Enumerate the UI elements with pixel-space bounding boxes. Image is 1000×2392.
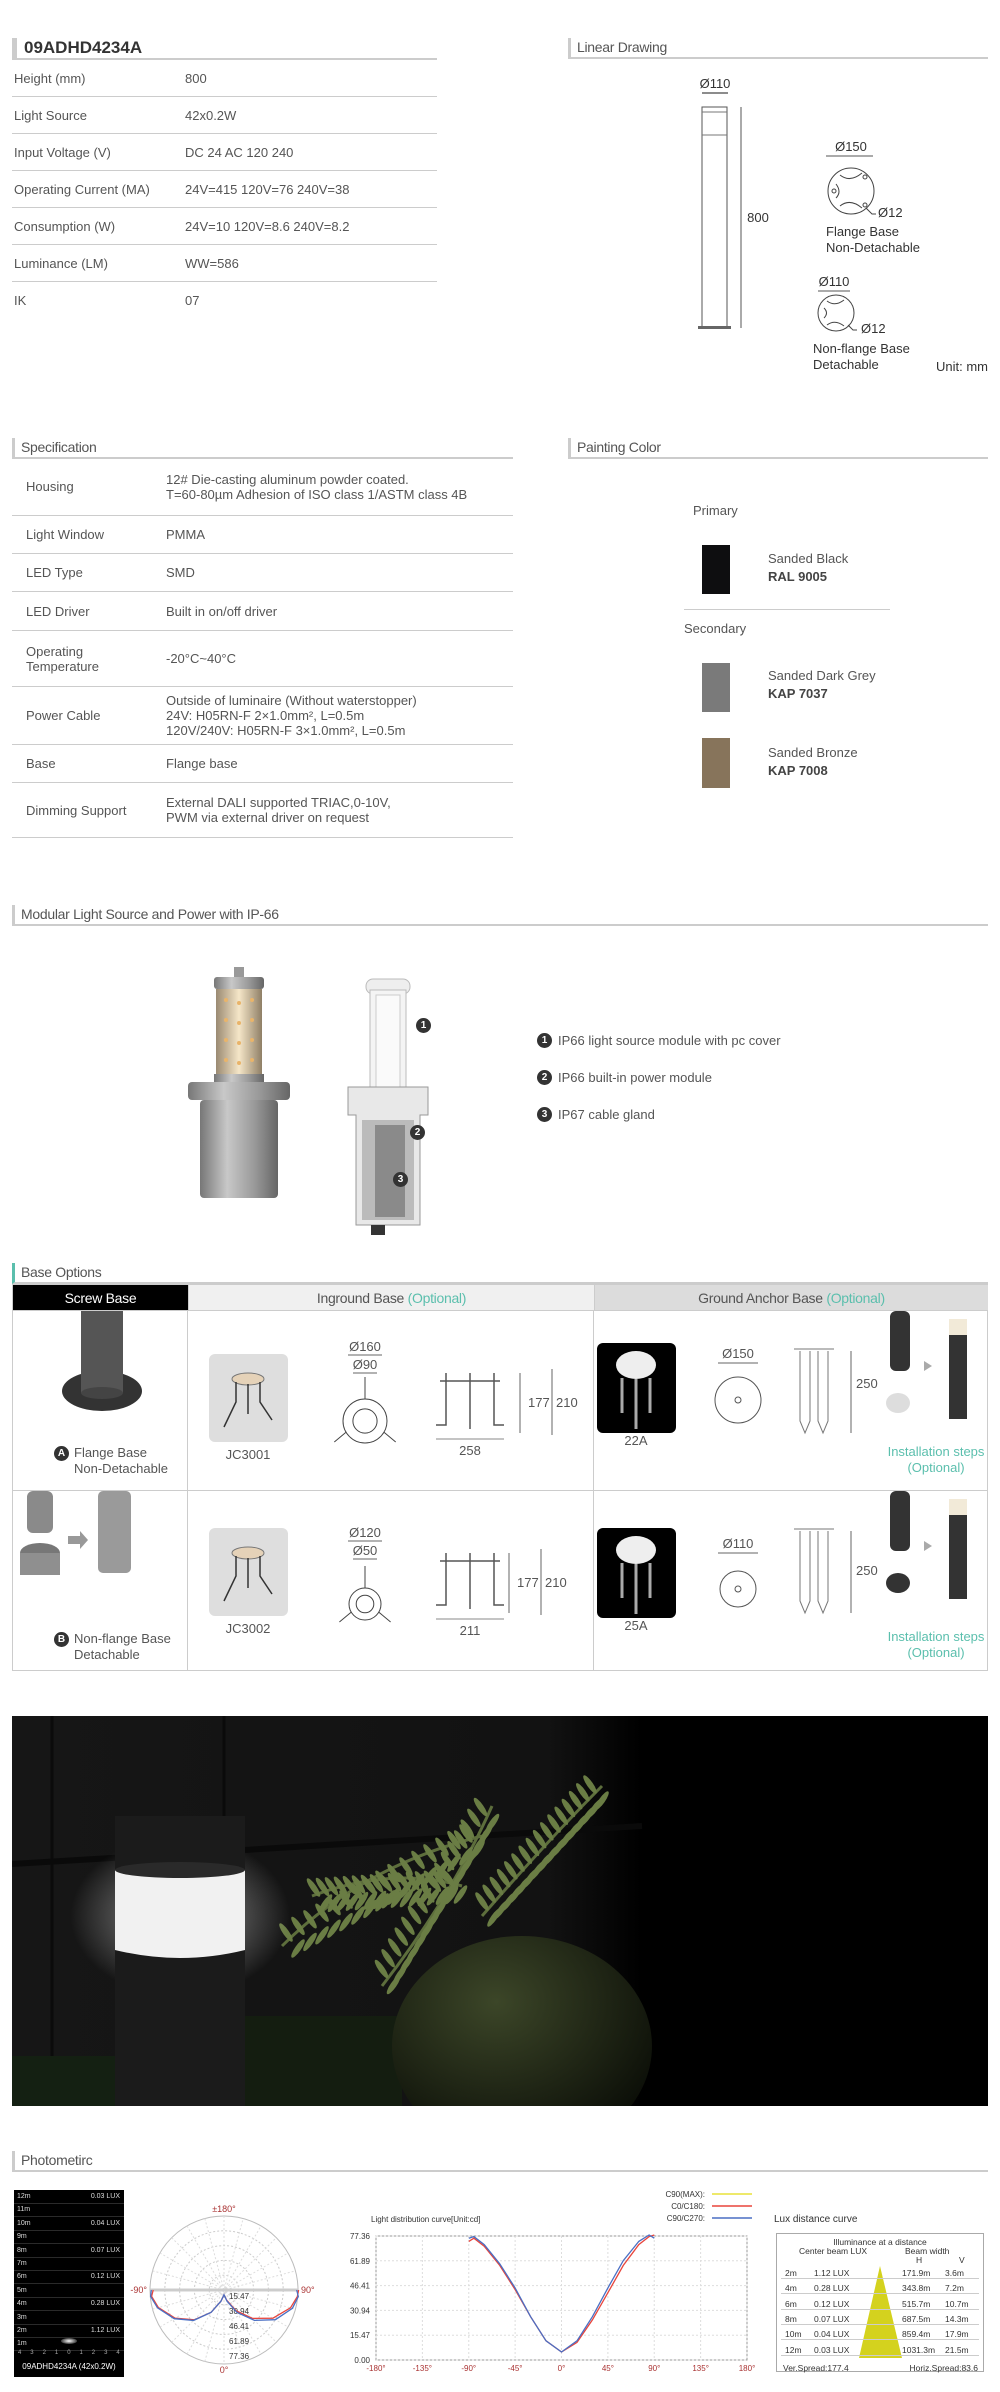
specification-label: Base [26,756,56,771]
specification-label: Dimming Support [26,802,127,818]
callout-2-badge: 2 [410,1125,425,1140]
linear-drawing [568,60,988,380]
iso-distance-label: 8m [17,2246,27,2254]
lux-cell-d: 2m [785,2268,797,2278]
pole-drawing [698,107,731,329]
lux-cell-d: 6m [785,2298,797,2309]
ver-spread: Ver.Spread:177.4 [783,2363,849,2373]
y-tick-label: 77.36 [349,2232,370,2241]
screw-base-label: A Flange Base Non-Detachable [54,1445,168,1477]
legend-label: C90(MAX): [665,2190,705,2199]
product-code: 09ADHD4234A [12,38,437,60]
specification-row [12,783,513,838]
inner-diameter-label: Ø50 [352,1543,378,1558]
anchor-diameter-label: Ø110 [722,1536,754,1551]
lux-cell-lux: 0.07 LUX [814,2313,850,2324]
night-scene-photo [12,1716,988,2106]
callout-1-badge: 1 [416,1018,431,1033]
specification-row [12,516,513,554]
divider [684,609,890,610]
beam-v-label: V [959,2255,965,2265]
specification-value: -20°C~40°C [166,651,237,666]
linear-drawing-heading: Linear Drawing [568,38,988,59]
iso-distance-label: 3m [17,2313,27,2321]
screw-base-cell [13,1311,188,1491]
spec-label: Luminance (LM) [14,255,108,271]
x-tick-label: -45° [507,2364,523,2373]
header-inground-base: Inground Base (Optional) [188,1285,594,1311]
legend-label: C90/C270: [666,2214,705,2223]
iso-lux-label: 0.03 LUX [90,2193,120,2200]
beam-h-label: H [916,2255,923,2265]
specification-label: LED Type [26,565,83,580]
lux-cell-lux: 0.03 LUX [814,2344,850,2355]
base-options-heading: Base Options [12,1263,988,1284]
outer-diameter-label: Ø120 [349,1525,381,1540]
iso-distance-label: 7m [17,2260,27,2267]
height1-label: 177 [517,1575,539,1590]
lux-cell-v: 17.9m [945,2329,969,2340]
iso-axis-label: 1 [79,2350,83,2356]
secondary-label: Secondary [684,621,747,636]
iso-distance-label: 2m [17,2327,27,2334]
y-tick-label: 15.47 [349,2331,370,2341]
anchor-stakes-drawing [794,1529,834,1613]
specification-value: SMD [166,565,195,580]
specification-row [12,592,513,631]
unit-label: Unit: mm [936,359,988,374]
nonflange-diameter-label: Ø110 [818,274,850,289]
base-options-table [12,1284,988,1671]
light-spot [61,2338,77,2344]
spec-value: 800 [185,70,207,86]
painting-color-heading: Painting Color [568,438,988,459]
spec-value: 24V=415 120V=76 240V=38 [185,181,350,197]
lux-cell-h: 171.9m [902,2268,931,2278]
inground-base-cell [188,1491,594,1671]
lux-cell-v: 14.3m [945,2313,969,2324]
specification-row [12,745,513,783]
installation-steps-optional: (Optional) [907,1460,965,1475]
iso-lux-label: 0.12 LUX [90,2273,120,2281]
flange-hole-label: Ø12 [878,205,903,220]
iso-lux-label: 1.12 LUX [90,2327,120,2334]
spec-row [12,171,437,208]
installation-steps-label: Installation steps [887,1629,985,1644]
specification-value: Flange base [166,756,238,771]
screw-base-label: B Non-flange Base Detachable [54,1631,171,1663]
specification-label: Housing [26,479,74,494]
beam-width-label: Beam width [905,2246,950,2256]
iso-distance-label: 5m [17,2286,27,2294]
night-scene-image [12,1716,988,2106]
color-swatch-bronze [702,738,730,788]
primary-label: Primary [693,503,738,518]
lux-cell-lux: 1.12 LUX [814,2268,850,2278]
color-sanded-black: Sanded Black RAL 9005 [768,551,849,584]
spec-value: WW=586 [185,255,239,271]
lux-cell-v: 7.2m [945,2283,964,2294]
height2-label: 210 [545,1575,567,1590]
specification-label: Operating Temperature [26,643,99,674]
flange-diameter-label: Ø150 [835,139,867,154]
x-tick-label: 135° [692,2364,709,2373]
lux-distance-table [776,2233,984,2372]
spec-label: Input Voltage (V) [14,144,111,160]
polar-angle-label: ±180° [212,2204,236,2214]
specification-label: Power Cable [26,708,101,723]
spec-label: IK [14,293,27,308]
x-tick-label: -180° [366,2364,386,2373]
photometric-heading: Photometirc [12,2151,988,2172]
flange-base-sublabel: Non-Detachable [826,240,920,255]
isolux-panel [14,2190,124,2377]
modular-feature-1: 1 IP66 light source module with pc cover [537,1033,781,1048]
badge: A [54,1446,69,1461]
iso-distance-label: 9m [17,2233,27,2241]
ground-anchor-cell [594,1491,988,1671]
iso-distance-label: 4m [17,2300,27,2308]
lux-cell-lux: 0.12 LUX [814,2298,850,2309]
spec-row [12,97,437,134]
anchor-model-label: 25A [624,1618,648,1633]
modular-feature-2: 2 IP66 built-in power module [537,1070,712,1085]
width-label: 211 [459,1623,481,1638]
anchor-height-label: 250 [856,1563,878,1578]
specification-row [12,631,513,687]
iso-lux-label: 0.04 LUX [90,2219,120,2227]
x-tick-label: -90° [461,2364,477,2373]
iso-distance-label: 12m [17,2193,31,2200]
anchor-legs-drawing [436,1373,504,1429]
iso-axis-label: 3 [30,2350,34,2356]
spec-row [12,282,437,319]
install-step-image [890,1491,910,1551]
lux-cell-lux: 0.04 LUX [814,2329,850,2340]
spec-label: Operating Current (MA) [14,181,150,197]
specification-value: Built in on/off driver [166,603,278,619]
outer-diameter-label: Ø160 [349,1339,381,1354]
install-step-image [890,1311,910,1371]
spec-value: 42x0.2W [185,107,237,123]
lux-cell-d: 4m [785,2283,797,2294]
iso-lux-label: 0.28 LUX [90,2300,120,2308]
lux-cell-h: 859.4m [902,2329,931,2340]
color-sanded-bronze: Sanded Bronze KAP 7008 [768,745,858,778]
lux-cell-v: 10.7m [945,2298,969,2309]
spec-row [12,208,437,245]
anchor-legs-drawing [436,1553,504,1609]
installation-steps-label: Installation steps [887,1444,985,1459]
nonflange-base-icon [818,295,857,331]
header-ground-anchor-base: Ground Anchor Base (Optional) [594,1285,988,1311]
spec-label: Light Source [14,107,87,123]
specification-value: PMMA [166,527,205,542]
inground-base-cell [188,1311,594,1491]
callout-3-badge: 3 [393,1172,408,1187]
flange-base-icon [828,168,876,214]
modular-feature-3: 3 IP67 cable gland [537,1107,655,1122]
iso-distance-label: 6m [17,2273,27,2281]
x-tick-label: 45° [601,2364,614,2373]
nonflange-base-sublabel: Detachable [813,357,879,372]
anchor-stakes-drawing [794,1349,834,1433]
spec-row [12,245,437,282]
light-distribution-chart [330,2185,770,2385]
cross-section-image [348,979,428,1235]
legend-label: C0/C180: [671,2202,705,2211]
header-screw-base: Screw Base [13,1285,188,1311]
specification-value: 12# Die-casting aluminum powder coated. T=60-80µm Adhesion of ISO class 1/ASTM class 4B [166,471,468,502]
iso-axis-label: 1 [54,2350,59,2356]
lux-cell-d: 8m [785,2313,797,2324]
spec-row [12,134,437,171]
badge: B [54,1632,69,1647]
product-spec-table [12,38,437,319]
installation-steps-optional: (Optional) [907,1645,965,1660]
iso-axis-label: 4 [116,2350,120,2356]
chart-title: Light distribution curve[Unit:cd] [371,2215,481,2224]
iso-axis-label: 4 [18,2350,22,2356]
spec-row [12,60,437,97]
light-module-image [188,967,290,1198]
specification-row [12,687,513,745]
anchor-height-label: 250 [856,1376,878,1391]
pole-diameter-label: Ø110 [699,76,731,91]
modular-product-image [170,955,470,1235]
polar-r-label: 15.47 [229,2292,250,2301]
nonflange-base-label: Non-flange Base [813,341,910,356]
specification-row [12,554,513,592]
lux-cell-v: 3.6m [945,2268,964,2278]
iso-axis-label: 2 [42,2350,46,2356]
x-tick-label: -135° [412,2364,432,2373]
nonflange-hole-label: Ø12 [861,321,886,336]
iso-distance-label: 1m [17,2340,27,2348]
height1-label: 177 [528,1395,550,1410]
modular-heading: Modular Light Source and Power with IP-66 [12,905,988,926]
specification-row [12,458,513,516]
lux-cell-v: 21.5m [945,2344,969,2355]
height-label: 800 [747,210,769,225]
screw-base-cell [13,1491,188,1671]
polar-r-label: 77.36 [229,2352,250,2361]
spec-value: DC 24 AC 120 240 [185,144,294,160]
polar-chart [130,2195,330,2385]
specification-value: Outside of luminaire (Without waterstopper) 24V: H05RN-F 2×1.0mm², L=0.5m 120V/240V: H05RN-F 3×1.0mm², L=0.5m [166,693,417,738]
inground-model-label: JC3002 [225,1621,271,1636]
anchor-diameter-label: Ø150 [722,1346,754,1361]
polar-angle-label: 90° [301,2285,315,2295]
iso-caption: 09ADHD4234A (42x0.2W) [22,2362,116,2371]
polar-r-label: 46.41 [229,2322,250,2331]
inground-model-label: JC3001 [225,1447,271,1462]
polar-r-label: 30.94 [229,2307,250,2316]
lux-cell-d: 12m [785,2344,802,2355]
lux-cell-h: 515.7m [902,2298,931,2309]
specification-value: External DALI supported TRIAC,0-10V, PWM via external driver on request [166,795,391,825]
polar-angle-label: -90° [130,2285,147,2295]
iso-axis-label: 2 [91,2350,96,2356]
y-tick-label: 46.41 [349,2281,370,2291]
lux-heading: Illuminance at a distance [833,2237,927,2247]
x-tick-label: 0° [557,2364,566,2373]
spec-label: Consumption (W) [14,218,116,234]
lux-distance-title: Lux distance curve [774,2214,858,2225]
specification-table [12,458,513,838]
hor-spread: Horiz.Spread:83.6 [909,2363,978,2373]
specification-label: LED Driver [26,603,90,619]
spec-label: Height (mm) [14,70,86,86]
color-sanded-dark-grey: Sanded Dark Grey KAP 7037 [768,668,876,701]
spec-value: 07 [185,293,200,308]
iso-distance-label: 10m [17,2219,31,2227]
polar-angle-label: 0° [219,2365,229,2375]
ground-anchor-cell [594,1311,988,1491]
polar-r-label: 61.89 [229,2337,250,2346]
width-label: 258 [459,1443,481,1458]
color-swatch-black [702,545,730,594]
specification-heading: Specification [12,438,513,459]
x-tick-label: 180° [738,2364,756,2373]
spec-value: 24V=10 120V=8.6 240V=8.2 [185,218,350,234]
lux-cell-h: 687.5m [902,2313,931,2324]
iso-lux-label: 0.07 LUX [90,2246,120,2254]
iso-distance-label: 11m [17,2206,31,2214]
iso-axis-label: 0 [67,2350,71,2356]
lux-cell-d: 10m [785,2329,802,2340]
inner-diameter-label: Ø90 [352,1357,378,1372]
y-tick-label: 61.89 [349,2256,370,2266]
center-beam-label: Center beam LUX [799,2246,868,2256]
beam-triangle [859,2266,902,2358]
anchor-model-label: 22A [624,1433,648,1448]
lux-cell-h: 1031.3m [902,2344,936,2355]
height2-label: 210 [556,1395,578,1410]
lux-cell-lux: 0.28 LUX [814,2283,850,2294]
iso-axis-label: 3 [104,2350,108,2356]
y-tick-label: 0.00 [354,2356,370,2365]
x-tick-label: 90° [648,2364,661,2373]
specification-label: Light Window [26,527,105,542]
color-swatch-dark-grey [702,663,730,712]
flange-base-label: Flange Base [826,224,899,239]
lux-cell-h: 343.8m [902,2283,931,2294]
y-tick-label: 30.94 [349,2306,370,2316]
